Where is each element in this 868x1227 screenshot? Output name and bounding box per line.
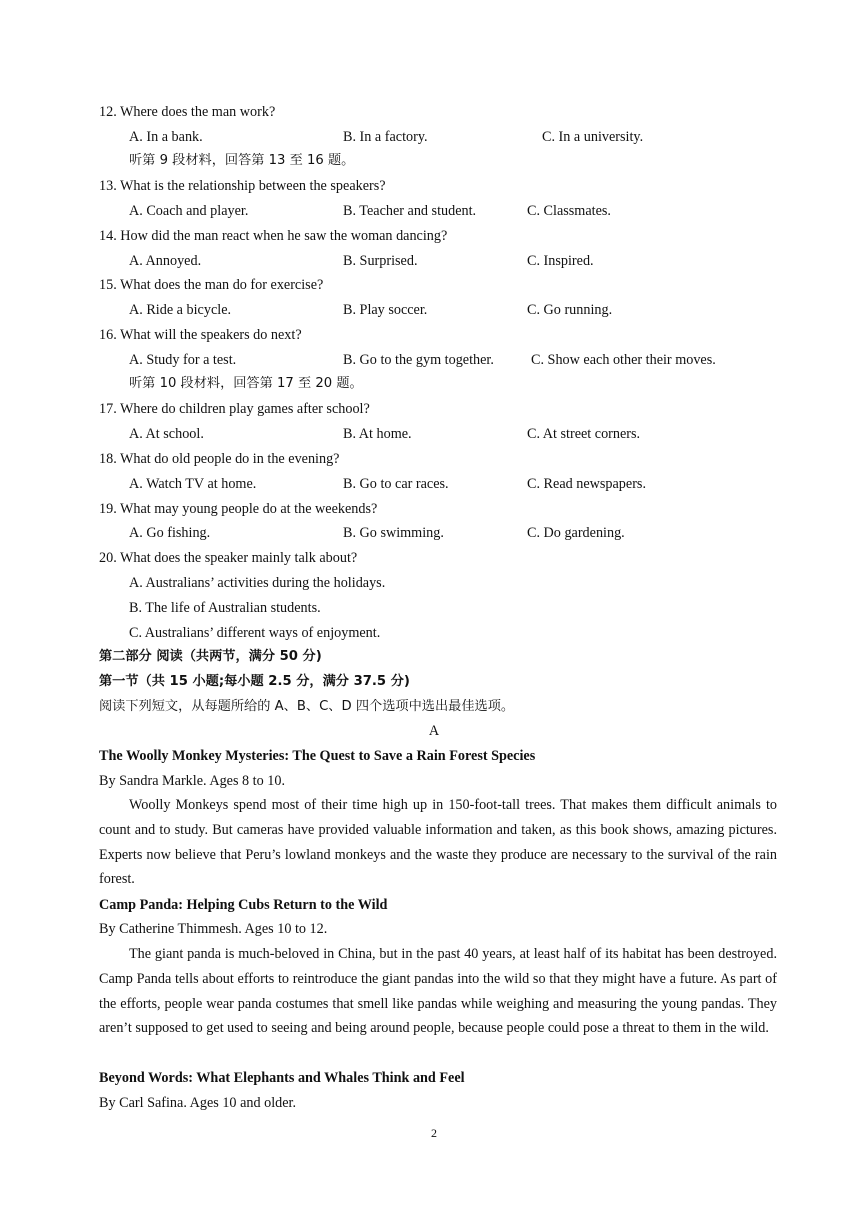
question-16-option-a: A. Study for a test. xyxy=(129,352,237,368)
book-3-title: Beyond Words: What Elephants and Whales Think and Feel xyxy=(99,1070,465,1086)
instruction-material-10: 听第 10 段材料，回答第 17 至 20 题。 xyxy=(129,376,363,391)
question-16-stem: 16. What will the speakers do next? xyxy=(99,327,302,343)
question-17-option-b: B. At home. xyxy=(343,426,412,442)
section-2-heading: 第二部分 阅读（共两节，满分 50 分) xyxy=(99,649,322,664)
question-16-option-b: B. Go to the gym together. xyxy=(343,352,494,368)
question-14-option-b: B. Surprised. xyxy=(343,253,418,269)
question-12-option-c: C. In a university. xyxy=(542,129,644,145)
book-3-byline: By Carl Safina. Ages 10 and older. xyxy=(99,1095,297,1111)
reading-directions: 阅读下列短文，从每题所给的 A、B、C、D 四个选项中选出最佳选项。 xyxy=(99,699,515,714)
question-14-option-c: C. Inspired. xyxy=(527,253,594,269)
question-14-stem: 14. How did the man react when he saw the woman dancing? xyxy=(99,228,448,244)
question-18-option-c: C. Read newspapers. xyxy=(527,476,646,492)
question-17-stem: 17. Where do children play games after school? xyxy=(99,401,370,417)
book-2-body: The giant panda is much-beloved in China, but in the past 40 years, at least half of its habitat has been destroyed. Camp Panda tells about efforts to reintroduce the giant pandas into the wild so that they might have a future. As part of the efforts, people wear panda costumes that smell like pandas while weighing and measuring the young pandas. They aren’t supposed to get used to seeing and being around people, because people could pose a threat to them in the wild. xyxy=(99,946,777,1037)
question-19-option-b: B. Go swimming. xyxy=(343,525,444,541)
question-15-option-a: A. Ride a bicycle. xyxy=(129,302,232,318)
question-20-option-c: C. Australians’ different ways of enjoyment. xyxy=(129,625,381,641)
question-20-option-b: B. The life of Australian students. xyxy=(129,600,321,616)
question-19-option-a: A. Go fishing. xyxy=(129,525,211,541)
instruction-material-9: 听第 9 段材料，回答第 13 至 16 题。 xyxy=(129,153,355,168)
question-19-stem: 19. What may young people do at the weekends? xyxy=(99,501,378,517)
book-2-byline: By Catherine Thimmesh. Ages 10 to 12. xyxy=(99,921,328,937)
question-13-option-b: B. Teacher and student. xyxy=(343,203,477,219)
question-12-stem: 12. Where does the man work? xyxy=(99,104,276,120)
question-12-option-b: B. In a factory. xyxy=(343,129,428,145)
question-20-stem: 20. What does the speaker mainly talk about? xyxy=(99,550,358,566)
question-15-option-c: C. Go running. xyxy=(527,302,613,318)
question-18-stem: 18. What do old people do in the evening? xyxy=(99,451,340,467)
question-13-option-c: C. Classmates. xyxy=(527,203,611,219)
passage-label: A xyxy=(428,723,440,739)
book-1-body: Woolly Monkeys spend most of their time high up in 150-foot-tall trees. That makes them difficult animals to count and to study. But cameras have provided valuable information and taken, as this book shows, amazing pictures. Experts now believe that Peru’s lowland monkeys and the waste they produce are necessary to the survival of the rain forest. xyxy=(99,797,777,888)
question-15-option-b: B. Play soccer. xyxy=(343,302,428,318)
question-17-option-c: C. At street corners. xyxy=(527,426,641,442)
question-13-stem: 13. What is the relationship between the speakers? xyxy=(99,178,386,194)
question-17-option-a: A. At school. xyxy=(129,426,204,442)
question-19-option-c: C. Do gardening. xyxy=(527,525,625,541)
section-2-part-1-heading: 第一节（共 15 小题;每小题 2.5 分，满分 37.5 分) xyxy=(99,674,410,689)
book-2-title: Camp Panda: Helping Cubs Return to the Wild xyxy=(99,897,388,913)
question-18-option-a: A. Watch TV at home. xyxy=(129,476,257,492)
question-15-stem: 15. What does the man do for exercise? xyxy=(99,277,324,293)
question-12-option-a: A. In a bank. xyxy=(129,129,203,145)
question-20-option-a: A. Australians’ activities during the holidays. xyxy=(129,575,386,591)
question-18-option-b: B. Go to car races. xyxy=(343,476,449,492)
question-16-option-c: C. Show each other their moves. xyxy=(531,352,716,368)
book-1-title: The Woolly Monkey Mysteries: The Quest to Save a Rain Forest Species xyxy=(99,748,536,764)
question-14-option-a: A. Annoyed. xyxy=(129,253,202,269)
book-1-byline: By Sandra Markle. Ages 8 to 10. xyxy=(99,773,285,789)
question-13-option-a: A. Coach and player. xyxy=(129,203,249,219)
page-number: 2 xyxy=(431,1126,437,1140)
